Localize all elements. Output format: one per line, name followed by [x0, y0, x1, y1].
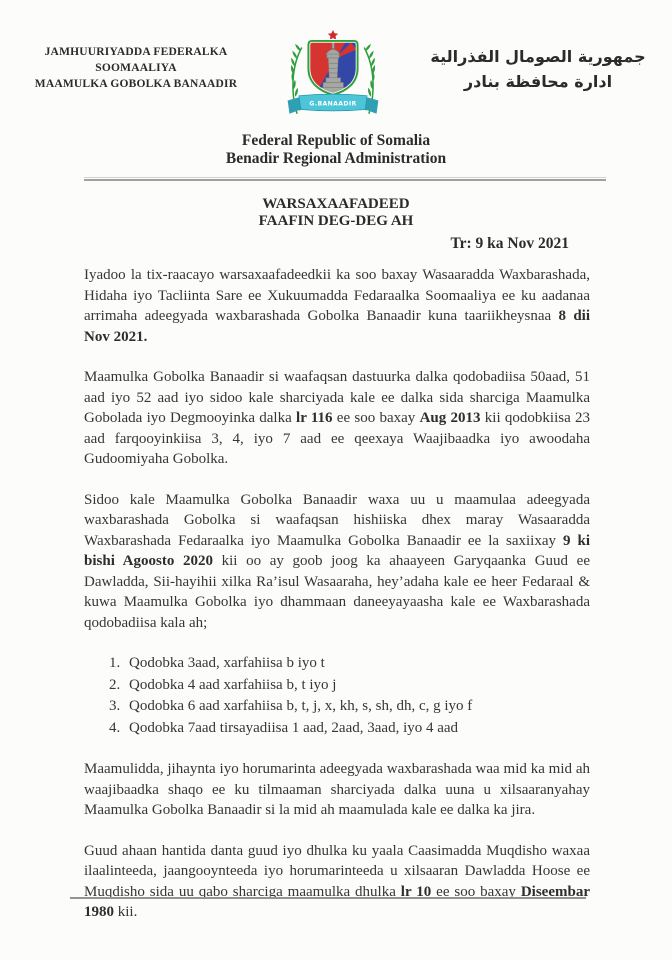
paragraph: Sidoo kale Maamulka Gobolka Banaadir waxa uu u maamulaa adeegyada waxbarashada Gobolka si waafaqsan hishiiska dhex maray Wasaaradda Waxbarashada Fedaraalka iyo Maamulka Gobolka Banaadir ee la saxiixay 9 ki bishi Agoosto 2020 kii oo ay goob joog ka ahaayeen Garyqaanka Guud ee Dawladda, Sii-hayihii xilka Ra’isul Wasaaraha, hey’adaha kale ee heer Fedaraal & kuwa Maamulka Gobolka iyo dhammaan daneeyayaasha kale ee Waxbarashada qodobadiisa kala ah; — [84, 491, 590, 631]
provisions-list — [84, 653, 590, 739]
letterhead — [0, 0, 672, 120]
title-line: FAAFIN DEG-DEG AH — [258, 213, 414, 229]
list-item: 1. Qodobka 3aad, xarfahiisa b iyo t — [124, 653, 590, 675]
paragraph: Guud ahaan hantida danta guud iyo dhulka ku yaala Caasimadda Muqdisho waxaa ilaalinteeda, jaangooynteeda iyo horumarinteeda u xilsaaran Dawladda Hoose ee Muqdisho sida uu qabo sharciga maamulka dhulka lr 10 ee soo baxay Diseembar 1980 kii. — [84, 842, 590, 920]
org-name-english — [0, 132, 672, 167]
list-item: 4. Qodobka 7aad tirsayadiisa 1 aad, 2aad, 3aad, iyo 4 aad — [124, 718, 590, 740]
star-icon — [328, 30, 338, 40]
arabic-line: جمهورية الصومال الفذرالية — [430, 47, 646, 66]
emblem-banner — [288, 94, 379, 114]
banner-text: G.BANAADIR — [309, 100, 357, 108]
emblem-svg — [281, 28, 385, 120]
org-line: SOOMAALIYA — [95, 62, 177, 74]
org-name-somali — [30, 28, 242, 92]
list-item: 2. Qodobka 4 aad xarfahiisa b, t iyo j — [124, 675, 590, 697]
org-name-arabic — [424, 28, 652, 94]
english-line: Federal Republic of Somalia — [241, 132, 431, 149]
document-body — [84, 265, 590, 923]
paragraph: Iyadoo la tix-raacayo warsaxaafadeedkii ka soo baxay Wasaaradda Waxbarashada, Hidaha iyo Tacliinta Sare ee Xukuumadda Fedaraalka Soomaaliya ee ku aadanaa arrimaha adeegyada waxbarashada Gobolka Banaadir kuna taariikheysnaa 8 dii Nov 2021. — [84, 267, 590, 345]
header-divider — [84, 177, 606, 181]
title-line: WARSAXAAFADEED — [262, 196, 410, 212]
footer-divider — [70, 897, 586, 899]
paragraph: Maamulka Gobolka Banaadir si waafaqsan dastuurka dalka qodobadiisa 50aad, 51 aad iyo 52 aad iyo sidoo kale sharciyada kale ee dalka sida sharciga Maamulka Gobolada iyo Degmooyinka dalka lr 116 ee soo baxay Aug 2013 kii qodobkiisa 23 aad farqooyinkiisa 3, 4, iyo 7 aad ee qeexaya Waajibaadka iyo awoodaha Gudoomiyaha Gobolka. — [84, 369, 591, 467]
org-line: MAAMULKA GOBOLKA BANAADIR — [34, 78, 238, 90]
paragraph: Maamulidda, jihaynta iyo horumarinta adeegyada waxbarashada waa mid ka mid ah waajibaadka shaqo ee ku tilmaaman sharciyada dalka uuna u xilsaaranyahay Maamulka Gobolka Banaadir si la mid ah maamulada kale ee dalka ka jira. — [84, 761, 590, 818]
list-item: 3. Qodobka 6 aad xarfahiisa b, t, j, x, kh, s, sh, dh, c, g iyo f — [124, 696, 590, 718]
english-line: Benadir Regional Administration — [225, 149, 447, 167]
org-line: JAMHUURIYADDA FEDERALKA — [44, 46, 228, 58]
reference-date: Tr: 9 ka Nov 2021 — [450, 235, 569, 252]
document-title — [0, 196, 672, 230]
benadir-emblem-logo — [242, 28, 424, 120]
arabic-line: ادارة محافظة بنادر — [463, 72, 613, 91]
